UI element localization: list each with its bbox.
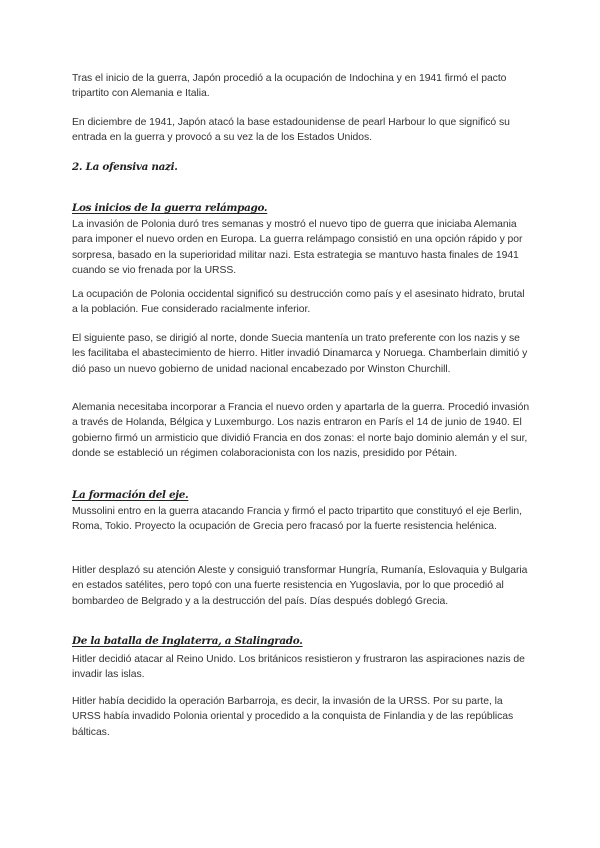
intro-paragraph-japan-indochina bbox=[72, 71, 530, 102]
paragraph-text: Mussolini entro en la guerra atacando Francia y firmó el pacto tripartito que constituyó el eje Berlin, Roma, Tokio. Proyecto la ocupación de Grecia pero fracasó por la fuerte resistencia helénica. bbox=[72, 506, 522, 533]
paragraph-north-campaign bbox=[72, 331, 530, 377]
paragraph-polonia-invasion bbox=[72, 217, 530, 278]
paragraph-text: En diciembre de 1941, Japón atacó la base estadounidense de pearl Harbour lo que significó su entrada en la guerra y provocó a su vez la de los Estados Unidos. bbox=[72, 117, 510, 144]
paragraph-text: La invasión de Polonia duró tres semanas y mostró el nuevo tipo de guerra que iniciaba Alemania para imponer el nuevo orden en Europa. La guerra relámpago consistió en una opción rápido y por sorpresa, basado en la superioridad militar nazi. Esta estrategia se mantuvo hasta finales de 1941 cuando se vio frenada por la URSS. bbox=[72, 219, 523, 276]
paragraph-barbarroja bbox=[72, 694, 530, 740]
paragraph-text: Hitler decidió atacar al Reino Unido. Los británicos resistieron y frustraron las aspiraciones nazis de invadir las islas. bbox=[72, 654, 525, 681]
paragraph-battle-of-britain bbox=[72, 652, 530, 683]
subsection-heading-axis bbox=[72, 488, 530, 503]
paragraph-balkans bbox=[72, 563, 530, 609]
paragraph-mussolini bbox=[72, 504, 530, 535]
paragraph-text: Tras el inicio de la guerra, Japón procedió a la ocupación de Indochina y en 1941 firmó el pacto tripartito con Alemania e Italia. bbox=[72, 73, 507, 100]
paragraph-text: Hitler desplazó su atención Aleste y consiguió transformar Hungría, Rumanía, Eslovaquia y Bulgaria en estados satélites, pero topó con una fuerte resistencia en Yugoslavia, por lo que procedió al bombardeo de Belgrado y a la destrucción del país. Días después doblegó Grecia. bbox=[72, 565, 528, 607]
subsection-heading: De la batalla de Inglaterra, a Stalingrado. bbox=[72, 635, 303, 647]
subsection-heading-blitz bbox=[72, 201, 530, 216]
paragraph-text: El siguiente paso, se dirigió al norte, donde Suecia mantenía un trato preferente con los nazis y se les facilitaba el abastecimiento de hierro. Hitler invadió Dinamarca y Noruega. Chamberlain dimitió y dió paso un nuevo gobierno de unidad nacional encabezado por Winston Churchill. bbox=[72, 333, 528, 375]
paragraph-text: La ocupación de Polonia occidental significó su destrucción como país y el asesinato hidrato, brutal a la población. Fue considerado racialmente inferior. bbox=[72, 289, 525, 316]
paragraph-text: Alemania necesitaba incorporar a Francia el nuevo orden y apartarla de la guerra. Procedió invasión a través de Holanda, Bélgica y Luxemburgo. Los nazis entraron en París el 14 de junio de 1940. El gobierno firmó un armisticio que dividió Francia en dos zonas: el norte bajo dominio alemán y el sur, donde se estableció un régimen colaboracionista con los nazis, presidido por Pétain. bbox=[72, 402, 530, 459]
section-heading-ofensiva bbox=[72, 160, 530, 175]
subsection-heading: Los inicios de la guerra relámpago. bbox=[72, 202, 268, 214]
subsection-heading-britain-stalingrad bbox=[72, 634, 530, 649]
section-heading: 2. La ofensiva nazi. bbox=[72, 161, 178, 173]
paragraph-france bbox=[72, 400, 530, 461]
paragraph-pearl-harbour bbox=[72, 115, 530, 146]
subsection-heading: La formación del eje. bbox=[72, 489, 189, 501]
paragraph-polonia-occupation bbox=[72, 287, 530, 318]
paragraph-text: Hitler había decidido la operación Barbarroja, es decir, la invasión de la URSS. Por su parte, la URSS había invadido Polonia oriental y procedido a la conquista de Finlandia y de las repúblicas bálticas. bbox=[72, 696, 514, 738]
